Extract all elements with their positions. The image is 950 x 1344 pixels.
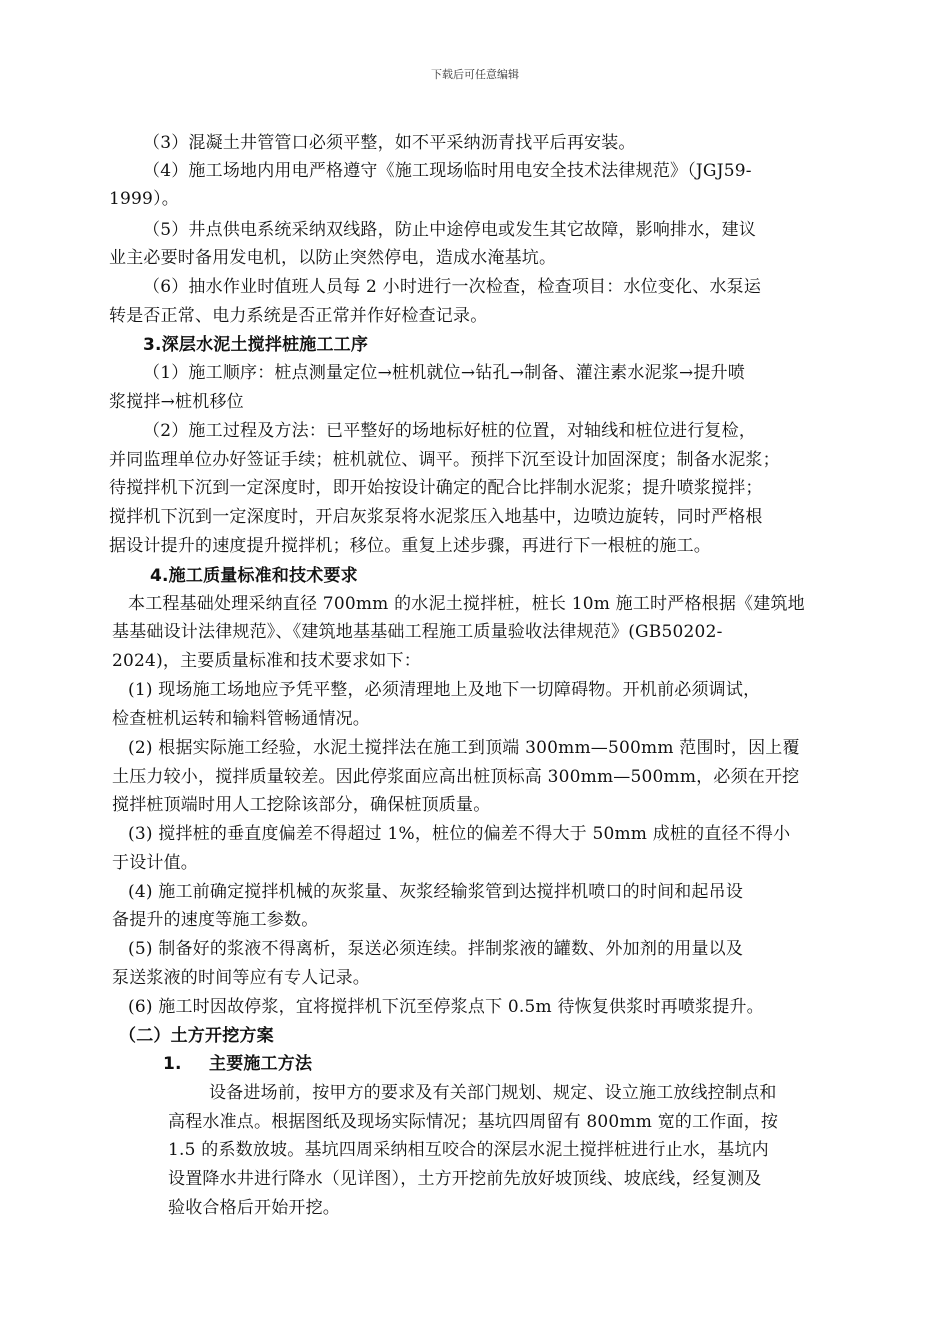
text-line: 泵送浆液的时间等应有专人记录。 [112, 968, 370, 988]
text-line: 于设计值。 [112, 853, 198, 873]
text-line: （6）抽水作业时值班人员每 2 小时进行一次检查，检查项目：水位变化、水泵运 [143, 277, 762, 297]
text-line: 并同监理单位办好签证手续；桩机就位、调平。预拌下沉至设计加固深度；制备水泥浆； [109, 450, 780, 470]
text-line: （1）施工顺序：桩点测量定位→桩机就位→钻孔→制备、灌注素水泥浆→提升喷 [143, 363, 745, 383]
text-line: （4）施工场地内用电严格遵守《施工现场临时用电安全技术法律规范》（JGJ59- [143, 161, 752, 181]
text-line: (4) 施工前确定搅拌机械的灰浆量、灰浆经输浆管到达搅拌机喷口的时间和起吊设 [128, 882, 744, 902]
text-line: 设备进场前，按甲方的要求及有关部门规划、规定、设立施工放线控制点和 [209, 1083, 777, 1103]
text-line: 2024)，主要质量标准和技术要求如下： [112, 651, 421, 671]
text-line: （3）混凝土井管管口必须平整，如不平采纳沥青找平后再安装。 [143, 133, 636, 153]
page-header: 下载后可任意编辑 [431, 68, 519, 81]
text-line: 高程水准点。根据图纸及现场实际情况；基坑四周留有 800mm 宽的工作面，按 [168, 1112, 779, 1132]
text-line: (5) 制备好的浆液不得离析，泵送必须连续。拌制浆液的罐数、外加剂的用量以及 [128, 939, 744, 959]
text-line: （2）施工过程及方法：已平整好的场地标好桩的位置，对轴线和桩位进行复检， [143, 421, 757, 441]
text-line: 待搅拌机下沉到一定深度时，即开始按设计确定的配合比拌制水泥浆；提升喷浆搅拌； [109, 478, 763, 498]
text-line: 转是否正常、电力系统是否正常并作好检查记录。 [109, 306, 488, 326]
text-line: （5）井点供电系统采纳双线路，防止中途停电或发生其它故障，影响排水，建议 [143, 220, 757, 240]
text-line: 备提升的速度等施工参数。 [112, 910, 319, 930]
list-number: 1. [163, 1054, 182, 1074]
section-heading: （二）土方开挖方案 [119, 1026, 274, 1046]
text-line: 本工程基础处理采纳直径 700mm 的水泥土搅拌桩，桩长 10m 施工时严格根据《建筑地 [128, 594, 805, 614]
text-line: 检查桩机运转和输料管畅通情况。 [112, 709, 370, 729]
text-line: (2) 根据实际施工经验，水泥土搅拌法在施工到顶端 300mm—500mm 范围时，因上覆 [128, 738, 800, 758]
text-line: 1999）。 [109, 189, 179, 209]
text-line: (3) 搅拌桩的垂直度偏差不得超过 1%，桩位的偏差不得大于 50mm 成桩的直径不得小 [128, 824, 791, 844]
text-line: 基基础设计法律规范》、《建筑地基基础工程施工质量验收法律规范》(GB50202- [112, 622, 723, 642]
section-heading: 3.深层水泥土搅拌桩施工工序 [143, 335, 369, 355]
text-line: (1) 现场施工场地应予凭平整，必须清理地上及地下一切障碍物。开机前必须调试， [128, 680, 761, 700]
text-line: 验收合格后开始开挖。 [168, 1198, 340, 1218]
text-line: 设置降水井进行降水（见详图），土方开挖前先放好坡顶线、坡底线，经复测及 [168, 1169, 762, 1189]
text-line: 土压力较小，搅拌质量较差。因此停浆面应高出桩顶标高 300mm—500mm，必须在开挖 [112, 767, 800, 787]
text-line: (6) 施工时因故停浆，宜将搅拌机下沉至停浆点下 0.5m 待恢复供浆时再喷浆提升。 [128, 997, 764, 1017]
text-line: 1.5 的系数放坡。基坑四周采纳相互咬合的深层水泥土搅拌桩进行止水，基坑内 [168, 1140, 769, 1160]
text-line: 搅拌桩顶端时用人工挖除该部分，确保桩顶质量。 [112, 795, 491, 815]
text-line: 据设计提升的速度提升搅拌机；移位。重复上述步骤，再进行下一根桩的施工。 [109, 536, 711, 556]
section-heading: 4.施工质量标准和技术要求 [150, 566, 358, 586]
subsection-heading: 主要施工方法 [209, 1054, 313, 1074]
text-line: 搅拌机下沉到一定深度时，开启灰浆泵将水泥浆压入地基中，边喷边旋转，同时严格根 [109, 507, 763, 527]
text-line: 业主必要时备用发电机，以防止突然停电，造成水淹基坑。 [109, 248, 557, 268]
text-line: 浆搅拌→桩机移位 [109, 392, 244, 412]
